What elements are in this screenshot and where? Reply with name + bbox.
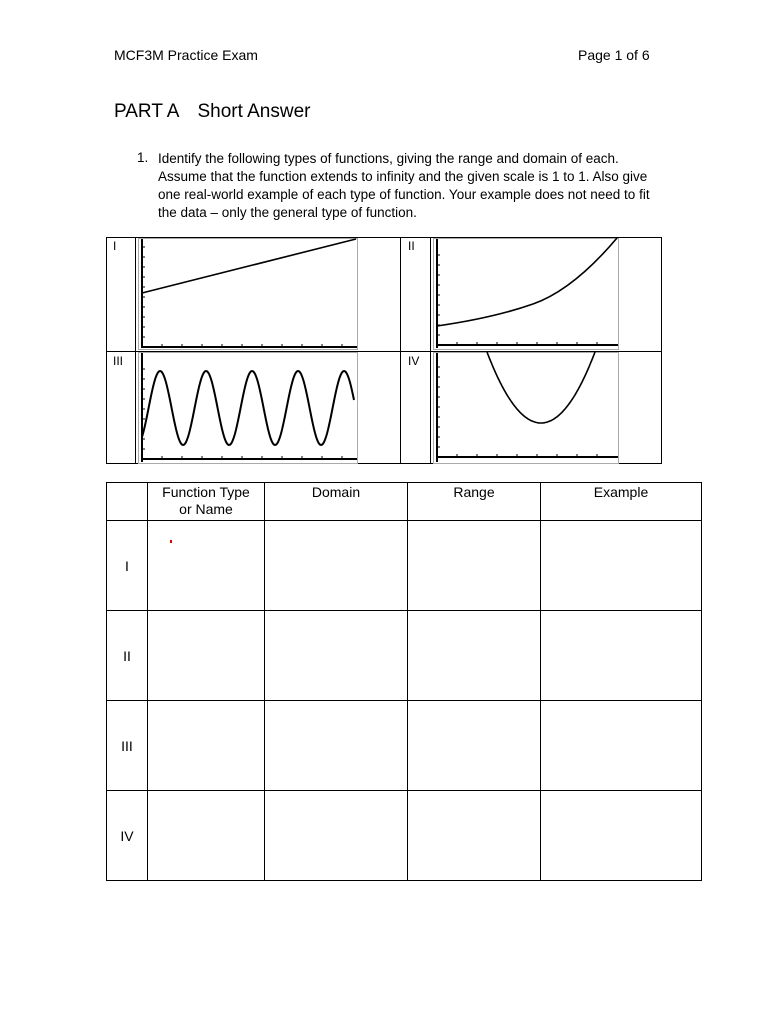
example-cell[interactable] xyxy=(541,611,702,701)
red-pen-mark xyxy=(170,540,172,543)
row-label: II xyxy=(107,611,148,701)
part-label: PART A xyxy=(114,101,180,122)
quadratic-curve xyxy=(487,352,595,423)
table-row xyxy=(107,701,702,791)
range-cell[interactable] xyxy=(408,521,541,611)
table-row xyxy=(107,521,702,611)
exponential-curve xyxy=(437,238,617,326)
graph-linear xyxy=(138,238,358,350)
example-cell[interactable] xyxy=(541,701,702,791)
graph-sinusoidal xyxy=(138,352,358,464)
grid-divider-vertical xyxy=(400,238,401,463)
table-row xyxy=(107,611,702,701)
header-range: Range xyxy=(408,483,541,521)
range-cell[interactable] xyxy=(408,791,541,881)
function-type-cell[interactable] xyxy=(148,701,265,791)
example-cell[interactable] xyxy=(541,791,702,881)
function-type-cell[interactable] xyxy=(148,791,265,881)
graph-exponential xyxy=(433,238,619,350)
question-number: 1. xyxy=(137,150,149,165)
header-domain: Domain xyxy=(265,483,408,521)
function-type-cell[interactable] xyxy=(148,611,265,701)
header-example: Example xyxy=(541,483,702,521)
row-label: III xyxy=(107,701,148,791)
function-type-cell[interactable] xyxy=(148,521,265,611)
domain-cell[interactable] xyxy=(265,791,408,881)
part-title: Short Answer xyxy=(197,101,311,122)
grid-label-column-divider xyxy=(135,238,136,463)
row-label: I xyxy=(107,521,148,611)
domain-cell[interactable] xyxy=(265,701,408,791)
example-cell[interactable] xyxy=(541,521,702,611)
course-title: MCF3M Practice Exam xyxy=(114,47,258,63)
header-function-type: Function Type or Name xyxy=(148,483,265,521)
answer-table xyxy=(106,482,702,881)
header-blank xyxy=(107,483,148,521)
grid-label-column-divider xyxy=(430,238,431,463)
graph-label-4: IV xyxy=(408,354,420,368)
graph-label-3: III xyxy=(113,354,124,368)
table-row xyxy=(107,791,702,881)
graph-label-2: II xyxy=(408,239,415,253)
domain-cell[interactable] xyxy=(265,521,408,611)
range-cell[interactable] xyxy=(408,611,541,701)
table-header-row xyxy=(107,483,702,521)
domain-cell[interactable] xyxy=(265,611,408,701)
graph-label-1: I xyxy=(113,239,117,253)
axis-ticks xyxy=(142,247,342,347)
graph-grid xyxy=(106,237,662,464)
row-label: IV xyxy=(107,791,148,881)
graph-quadratic xyxy=(433,352,619,464)
sinusoidal-curve xyxy=(142,371,354,445)
page-number: Page 1 of 6 xyxy=(578,47,650,63)
question-text: Identify the following types of functions, giving the range and domain of each. Assume that the function extends to infinity and the given scale is 1 to 1. Also give one real-world example of each type of function. Your example does not need to fit the data – only the general type of function. xyxy=(158,151,650,220)
linear-curve xyxy=(142,239,356,293)
range-cell[interactable] xyxy=(408,701,541,791)
section-heading xyxy=(114,101,310,123)
